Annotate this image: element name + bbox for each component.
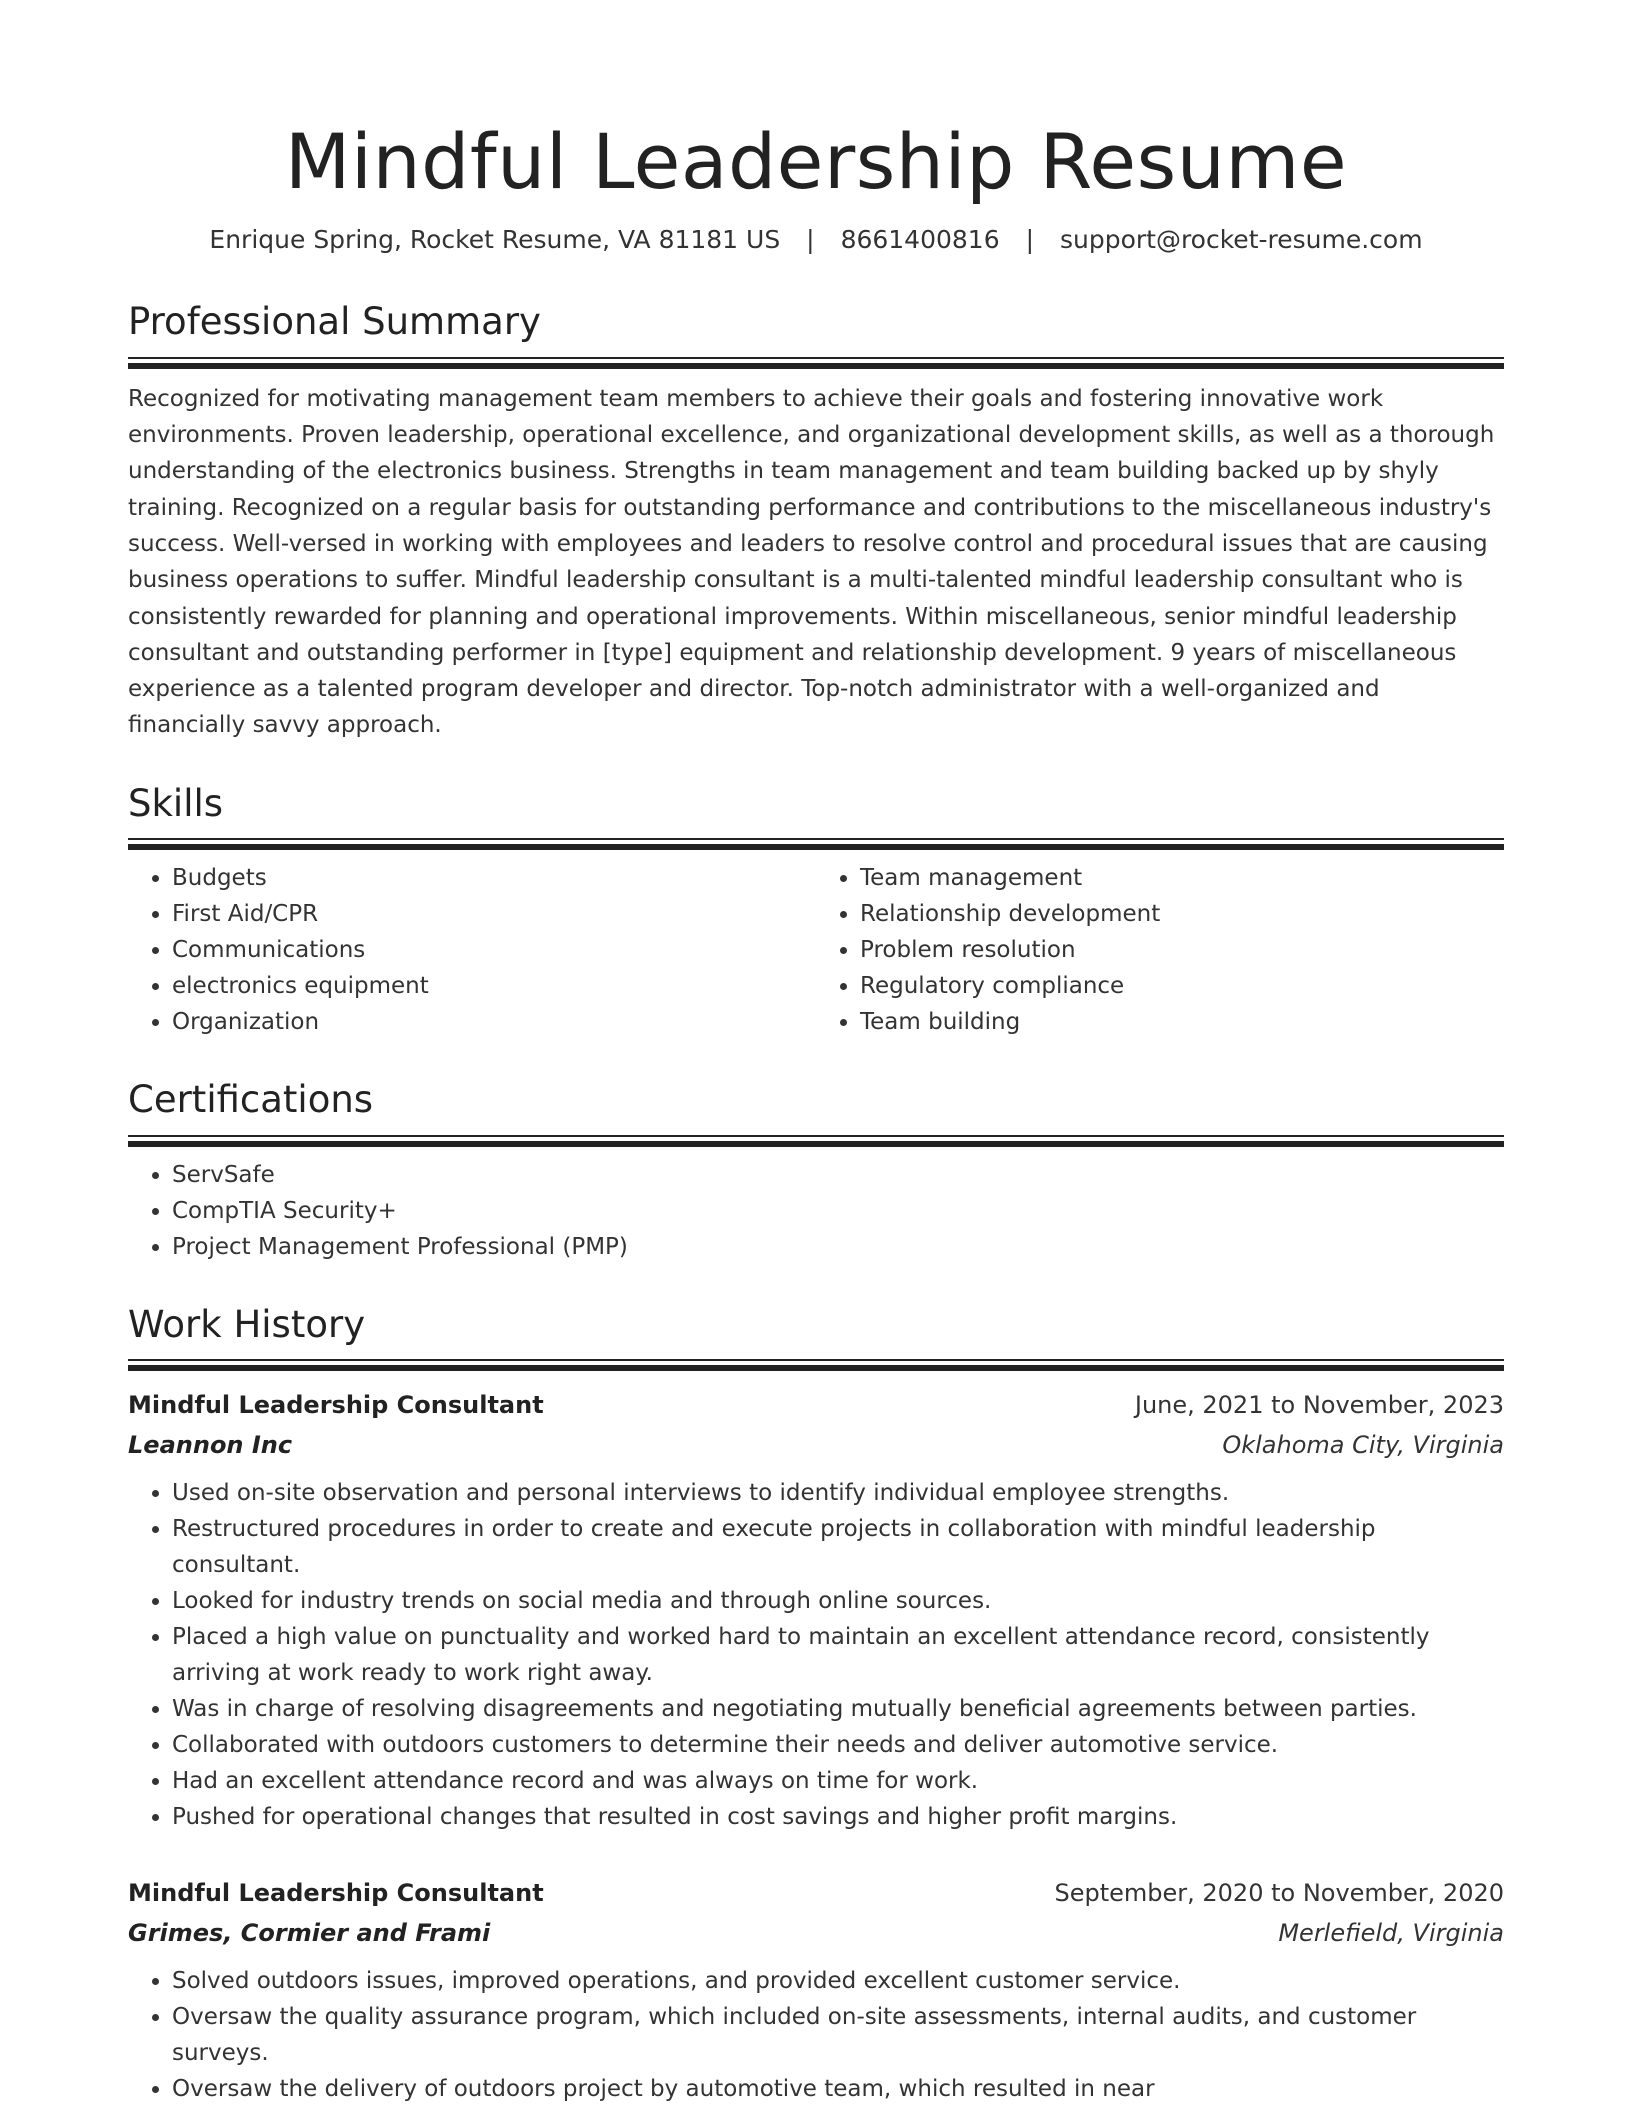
contact-email: support@rocket-resume.com [1059,225,1423,255]
section-divider [128,1359,1504,1371]
certification-item: • CompTIA Security+ [172,1193,1504,1229]
job-bullet: • Oversaw the quality assurance program, which included on-site assessments, internal audits, and customer surveys. [172,1999,1504,2071]
job-bullet: • Looked for industry trends on social media and through online sources. [172,1583,1504,1619]
skills-list-right [816,860,1504,1040]
job-location: Oklahoma City, Virginia [1222,1430,1504,1459]
skill-item: • Team management [860,860,1504,896]
contact-separator: | [806,225,815,255]
job-company-row [128,1425,1504,1465]
section-divider [128,838,1504,850]
job-entry [128,1873,1504,2107]
skills-heading: Skills [128,781,224,825]
contact-line [128,225,1504,254]
contact-separator: | [1025,225,1035,255]
job-bullets [128,1475,1504,1835]
job-company-row [128,1913,1504,1953]
section-divider [128,1135,1504,1147]
skill-item: • electronics equipment [172,968,816,1004]
job-company: Leannon Inc [128,1430,293,1459]
skill-item: • Regulatory compliance [860,968,1504,1004]
job-bullet: • Used on-site observation and personal interviews to identify individual employee strengths. [172,1475,1504,1511]
job-title: Mindful Leadership Consultant [128,1878,544,1907]
certifications-list [128,1157,1504,1265]
contact-phone: 8661400816 [840,225,1000,255]
job-header-row [128,1873,1504,1913]
skill-item: • Problem resolution [860,932,1504,968]
job-dates: September, 2020 to November, 2020 [1054,1878,1504,1907]
work-history-heading: Work History [128,1302,366,1346]
certifications-section [128,1078,1504,1264]
skills-list-left [128,860,816,1040]
summary-text: Recognized for motivating management team members to achieve their goals and fostering innovative work environments. Proven leadership, operational excellence, and organizational development skills, as well as a thorough understanding of the electronics business. Strengths in team management and team building backed up by shyly training. Recognized on a regular basis for outstanding performance and contributions to the miscellaneous industry's success. Well-versed in working with employees and leaders to resolve control and procedural issues that are causing business operations to suffer. Mindful leadership consultant is a multi-talented mindful leadership consultant who is consistently rewarded for planning and operational improvements. Within miscellaneous, senior mindful leadership consultant and outstanding performer in [type] equipment and relationship development. 9 years of miscellaneous experience as a talented program developer and director. Top-notch administrator with a well-organized and financially savvy approach. [128,385,1495,739]
summary-heading: Professional Summary [128,300,541,344]
skills-section [128,782,1504,1040]
skill-item: • Team building [860,1004,1504,1040]
skill-item: • Organization [172,1004,816,1040]
skill-item: • Communications [172,932,816,968]
resume-title: Mindful Leadership Resume [284,117,1348,206]
job-bullet: • Collaborated with outdoors customers to determine their needs and deliver automotive service. [172,1727,1504,1763]
skill-item: • Relationship development [860,896,1504,932]
certification-item: • ServSafe [172,1157,1504,1193]
job-bullet: • Had an excellent attendance record and was always on time for work. [172,1763,1504,1799]
work-history-section [128,1303,1504,2107]
job-bullet: • Placed a high value on punctuality and worked hard to maintain an excellent attendance record, consistently arriving at work ready to work right away. [172,1619,1504,1691]
job-bullet: • Restructured procedures in order to create and execute projects in collaboration with mindful leadership consultant. [172,1511,1504,1583]
certification-item: • Project Management Professional (PMP) [172,1229,1504,1265]
job-bullet: • Oversaw the delivery of outdoors project by automotive team, which resulted in near [172,2071,1504,2107]
job-title: Mindful Leadership Consultant [128,1390,544,1419]
job-company: Grimes, Cormier and Frami [128,1918,491,1947]
job-bullets [128,1963,1504,2107]
certifications-heading: Certifications [128,1078,374,1122]
summary-section [128,300,1504,743]
job-entry [128,1385,1504,1835]
job-dates: June, 2021 to November, 2023 [1134,1390,1504,1419]
section-divider [128,357,1504,369]
job-bullet: • Solved outdoors issues, improved operations, and provided excellent customer service. [172,1963,1504,1999]
job-header-row [128,1385,1504,1425]
skill-item: • First Aid/CPR [172,896,816,932]
contact-address: Enrique Spring, Rocket Resume, VA 81181 US [209,225,781,255]
skills-grid [128,850,1504,1040]
skill-item: • Budgets [172,860,816,896]
job-bullet: • Pushed for operational changes that resulted in cost savings and higher profit margins. [172,1799,1504,1835]
job-bullet: • Was in charge of resolving disagreements and negotiating mutually beneficial agreements between parties. [172,1691,1504,1727]
job-location: Merlefield, Virginia [1278,1918,1504,1947]
